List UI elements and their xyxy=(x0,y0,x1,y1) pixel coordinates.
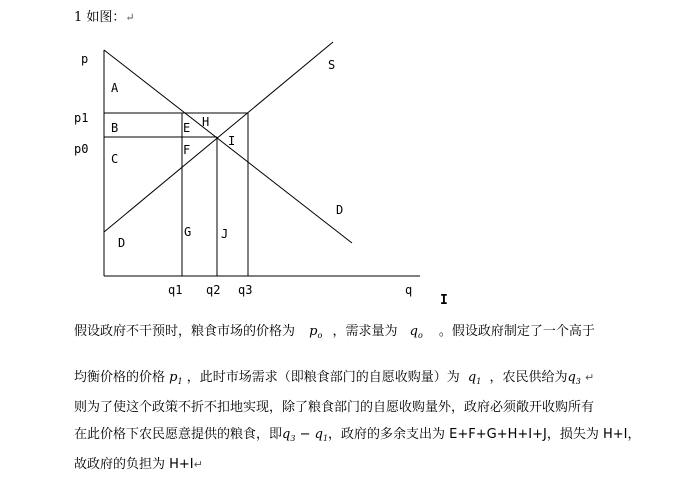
q0-symbol: $q_o$ xyxy=(409,324,423,340)
line2-text-a: 均衡价格的价格 xyxy=(74,370,166,385)
q3-symbol: $q_3$ xyxy=(282,427,296,443)
p1-symbol: $p_1$ xyxy=(169,370,183,386)
line1-text-c: 。假设政府制定了一个高于 xyxy=(438,324,595,339)
p0-symbol: $p_o$ xyxy=(309,324,323,340)
label-A: A xyxy=(111,81,119,95)
paragraph-line-5 xyxy=(74,457,203,473)
label-G: G xyxy=(184,225,192,239)
paragraph-mark: ↵ xyxy=(125,11,135,24)
paragraph-mark: ↵ xyxy=(585,371,595,384)
label-p0: p0 xyxy=(74,142,89,156)
heading-text: 1 如图： xyxy=(74,10,126,25)
paragraph-mark: ↵ xyxy=(193,458,203,471)
label-H: H xyxy=(202,115,210,129)
label-p: p xyxy=(81,52,89,66)
label-I: I xyxy=(228,134,236,148)
label-q2: q2 xyxy=(206,283,221,297)
label-D-curve: D xyxy=(336,203,344,217)
label-E: E xyxy=(183,121,191,135)
minus-sign: − xyxy=(295,427,315,442)
paragraph-line-4 xyxy=(74,427,640,447)
line2-text-c: ，农民供给为 xyxy=(489,370,568,385)
line5-text: 故政府的负担为 H+I xyxy=(74,457,194,472)
q1-symbol: $q_1$ xyxy=(467,370,482,386)
line3-text: 则为了使这个政策不折不扣地实现，除了粮食部门的自愿收购量外，政府必须敞开收购所有 xyxy=(74,400,595,415)
label-F: F xyxy=(183,143,191,157)
label-q: q xyxy=(405,283,413,297)
label-q1: q1 xyxy=(168,283,183,297)
line4-text-a: 在此价格下农民愿意提供的粮食，即 xyxy=(74,427,283,442)
line1-text-a: 假设政府不干预时，粮食市场的价格为 xyxy=(74,324,296,339)
line2-text-b: ，此时市场需求（即粮食部门的自愿收购量）为 xyxy=(186,370,460,385)
label-S: S xyxy=(328,58,336,72)
line1-text-b: ，需求量为 xyxy=(332,324,398,339)
paragraph-line-1 xyxy=(74,324,595,344)
q3-symbol: $q_3$ xyxy=(567,370,581,386)
text-cursor: I xyxy=(440,293,448,308)
paragraph-line-3 xyxy=(74,400,594,416)
label-C: C xyxy=(111,152,119,166)
paragraph-line-2 xyxy=(74,370,594,390)
label-J: J xyxy=(221,227,229,241)
q1-symbol: $q_1$ xyxy=(314,427,329,443)
label-B: B xyxy=(111,121,119,135)
label-D-area: D xyxy=(118,236,126,250)
line4-text-b: ，政府的多余支出为 E+F+G+H+I+J，损失为 H+I， xyxy=(328,427,641,442)
label-p1: p1 xyxy=(74,111,89,125)
label-q3: q3 xyxy=(238,283,253,297)
